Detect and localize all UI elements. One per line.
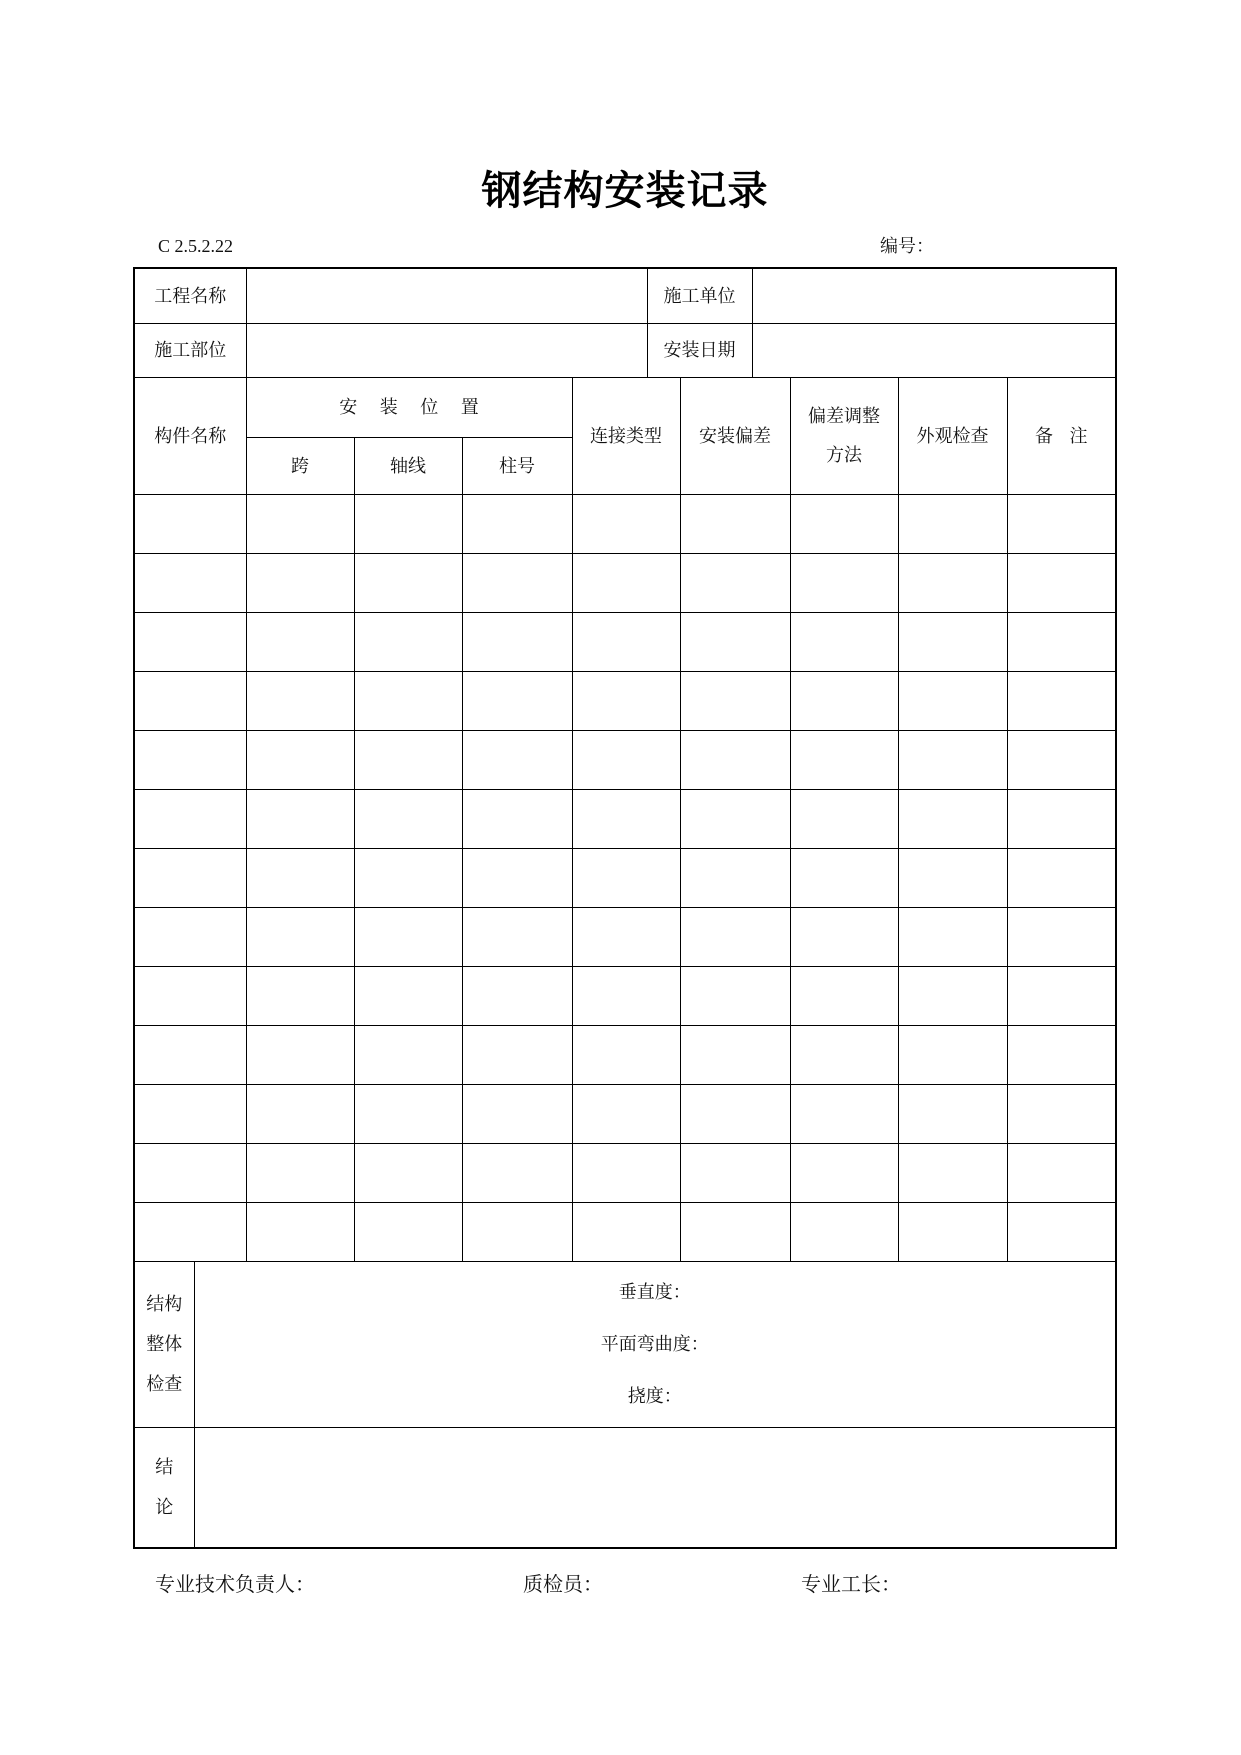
- connection-type-cell: [572, 1202, 680, 1261]
- column-no-cell: [462, 907, 572, 966]
- install-deviation-cell: [680, 553, 790, 612]
- record-row: [135, 1143, 1115, 1202]
- structural-check-label-line: 整体: [146, 1334, 183, 1355]
- conclusion-content: [194, 1427, 1115, 1547]
- remarks-cell: [1007, 553, 1115, 612]
- structural-check-label: [135, 1262, 194, 1427]
- construction-unit-label: 施工单位: [647, 269, 752, 323]
- conclusion-label: [135, 1427, 194, 1547]
- span-cell: [246, 494, 354, 553]
- adjust-method-cell: [790, 612, 898, 671]
- structural-check-label-line: 结构: [146, 1294, 183, 1315]
- form-code: C 2.5.2.22: [158, 236, 234, 256]
- project-info-section: [135, 269, 1115, 377]
- span-cell: [246, 671, 354, 730]
- connection-type-cell: [572, 1084, 680, 1143]
- record-row: [135, 612, 1115, 671]
- adjust-method-cell: [790, 553, 898, 612]
- record-row: [135, 1084, 1115, 1143]
- axis-cell: [354, 730, 462, 789]
- connection-type-cell: [572, 553, 680, 612]
- appearance-check-cell: [898, 848, 1007, 907]
- technical-lead-signature-label: 专业技术负责人：: [155, 1574, 315, 1596]
- project-name-label: 工程名称: [135, 269, 246, 323]
- component-name-cell: [135, 553, 246, 612]
- deflection-item: 挠度：: [627, 1386, 682, 1407]
- install-record-table: [135, 378, 1115, 1261]
- document-title: 钢结构安装记录: [481, 168, 769, 213]
- install-deviation-cell: [680, 789, 790, 848]
- column-no-cell: [462, 1143, 572, 1202]
- check-conclusion-table: [135, 1262, 1115, 1547]
- record-row: [135, 966, 1115, 1025]
- project-info-table: [135, 269, 1115, 377]
- axis-cell: [354, 966, 462, 1025]
- axis-cell: [354, 612, 462, 671]
- span-cell: [246, 966, 354, 1025]
- connection-type-cell: [572, 966, 680, 1025]
- install-deviation-cell: [680, 1084, 790, 1143]
- record-row: [135, 1202, 1115, 1261]
- component-name-cell: [135, 848, 246, 907]
- axis-cell: [354, 1084, 462, 1143]
- column-no-cell: [462, 789, 572, 848]
- appearance-check-cell: [898, 789, 1007, 848]
- plane-curvature-item: 平面弯曲度：: [600, 1334, 709, 1355]
- span-cell: [246, 612, 354, 671]
- component-name-cell: [135, 907, 246, 966]
- column-no-cell: [462, 1202, 572, 1261]
- info-row: [135, 323, 1115, 377]
- span-cell: [246, 1084, 354, 1143]
- axis-cell: [354, 1202, 462, 1261]
- deviation-adjust-method-line: 偏差调整: [808, 405, 881, 426]
- connection-type-cell: [572, 1143, 680, 1202]
- install-deviation-cell: [680, 966, 790, 1025]
- span-cell: [246, 907, 354, 966]
- component-name-cell: [135, 789, 246, 848]
- adjust-method-cell: [790, 730, 898, 789]
- conclusion-row: [135, 1427, 1115, 1547]
- appearance-check-cell: [898, 553, 1007, 612]
- record-row: [135, 789, 1115, 848]
- record-row: [135, 1025, 1115, 1084]
- adjust-method-cell: [790, 1084, 898, 1143]
- record-row: [135, 494, 1115, 553]
- appearance-check-cell: [898, 612, 1007, 671]
- adjust-method-cell: [790, 671, 898, 730]
- component-name-cell: [135, 1084, 246, 1143]
- record-rows: [135, 494, 1115, 1261]
- construction-part-label: 施工部位: [135, 323, 246, 377]
- span-cell: [246, 1202, 354, 1261]
- adjust-method-cell: [790, 1202, 898, 1261]
- install-deviation-header: 安装偏差: [680, 378, 790, 494]
- conclusion-label-line: 结: [155, 1457, 174, 1478]
- appearance-check-cell: [898, 907, 1007, 966]
- deviation-adjust-method-header: [790, 378, 898, 494]
- remarks-cell: [1007, 907, 1115, 966]
- axis-cell: [354, 789, 462, 848]
- table-header-row: [135, 378, 1115, 437]
- appearance-check-header: 外观检查: [898, 378, 1007, 494]
- record-row: [135, 907, 1115, 966]
- deviation-adjust-method-line: 方法: [826, 444, 863, 465]
- column-no-cell: [462, 1084, 572, 1143]
- component-name-cell: [135, 612, 246, 671]
- appearance-check-cell: [898, 1025, 1007, 1084]
- appearance-check-cell: [898, 671, 1007, 730]
- adjust-method-cell: [790, 789, 898, 848]
- install-date-label: 安装日期: [647, 323, 752, 377]
- connection-type-cell: [572, 789, 680, 848]
- axis-cell: [354, 671, 462, 730]
- component-name-cell: [135, 1202, 246, 1261]
- record-row: [135, 671, 1115, 730]
- install-date-value: [752, 323, 1115, 377]
- remarks-cell: [1007, 1202, 1115, 1261]
- record-row: [135, 848, 1115, 907]
- adjust-method-cell: [790, 848, 898, 907]
- construction-part-value: [246, 323, 647, 377]
- component-name-cell: [135, 966, 246, 1025]
- construction-unit-value: [752, 269, 1115, 323]
- appearance-check-cell: [898, 494, 1007, 553]
- remarks-cell: [1007, 789, 1115, 848]
- record-number-label: 编号：: [880, 236, 934, 256]
- connection-type-cell: [572, 612, 680, 671]
- adjust-method-cell: [790, 1143, 898, 1202]
- appearance-check-cell: [898, 1143, 1007, 1202]
- adjust-method-cell: [790, 1025, 898, 1084]
- component-name-cell: [135, 1025, 246, 1084]
- span-cell: [246, 1025, 354, 1084]
- record-row: [135, 730, 1115, 789]
- appearance-check-cell: [898, 730, 1007, 789]
- check-conclusion-section: [135, 1261, 1115, 1547]
- install-deviation-cell: [680, 1202, 790, 1261]
- foreman-signature-label: 专业工长：: [801, 1574, 901, 1596]
- column-no-cell: [462, 1025, 572, 1084]
- column-no-cell: [462, 671, 572, 730]
- conclusion-label-line: 论: [155, 1497, 174, 1518]
- verticality-item: 垂直度：: [618, 1282, 691, 1303]
- column-no-header: 柱号: [462, 437, 572, 494]
- adjust-method-cell: [790, 494, 898, 553]
- column-no-cell: [462, 553, 572, 612]
- structural-check-row: [135, 1262, 1115, 1427]
- install-deviation-cell: [680, 1143, 790, 1202]
- axis-cell: [354, 553, 462, 612]
- info-row: [135, 269, 1115, 323]
- install-deviation-cell: [680, 1025, 790, 1084]
- axis-cell: [354, 494, 462, 553]
- project-name-value: [246, 269, 647, 323]
- connection-type-cell: [572, 494, 680, 553]
- span-cell: [246, 730, 354, 789]
- appearance-check-cell: [898, 1202, 1007, 1261]
- column-no-cell: [462, 730, 572, 789]
- remarks-cell: [1007, 612, 1115, 671]
- remarks-cell: [1007, 966, 1115, 1025]
- install-deviation-cell: [680, 907, 790, 966]
- remarks-cell: [1007, 730, 1115, 789]
- span-header: 跨: [246, 437, 354, 494]
- install-deviation-cell: [680, 494, 790, 553]
- appearance-check-cell: [898, 966, 1007, 1025]
- axis-cell: [354, 1025, 462, 1084]
- install-deviation-cell: [680, 671, 790, 730]
- span-cell: [246, 848, 354, 907]
- adjust-method-cell: [790, 907, 898, 966]
- component-name-cell: [135, 1143, 246, 1202]
- record-form-frame: [133, 267, 1117, 1549]
- remarks-cell: [1007, 848, 1115, 907]
- install-record-section: [135, 377, 1115, 1261]
- connection-type-cell: [572, 907, 680, 966]
- axis-header: 轴线: [354, 437, 462, 494]
- connection-type-cell: [572, 671, 680, 730]
- column-no-cell: [462, 612, 572, 671]
- axis-cell: [354, 1143, 462, 1202]
- structural-check-items: [194, 1262, 1115, 1427]
- component-name-cell: [135, 671, 246, 730]
- install-deviation-cell: [680, 612, 790, 671]
- install-deviation-cell: [680, 730, 790, 789]
- axis-cell: [354, 848, 462, 907]
- remarks-cell: [1007, 1025, 1115, 1084]
- remarks-cell: [1007, 671, 1115, 730]
- span-cell: [246, 553, 354, 612]
- structural-check-label-line: 检查: [146, 1374, 183, 1395]
- span-cell: [246, 789, 354, 848]
- quality-inspector-signature-label: 质检员：: [523, 1574, 603, 1596]
- connection-type-cell: [572, 848, 680, 907]
- component-name-header: 构件名称: [135, 378, 246, 494]
- connection-type-cell: [572, 730, 680, 789]
- remarks-cell: [1007, 1084, 1115, 1143]
- remarks-cell: [1007, 1143, 1115, 1202]
- remarks-cell: [1007, 494, 1115, 553]
- component-name-cell: [135, 494, 246, 553]
- connection-type-cell: [572, 1025, 680, 1084]
- axis-cell: [354, 907, 462, 966]
- install-deviation-cell: [680, 848, 790, 907]
- record-row: [135, 553, 1115, 612]
- component-name-cell: [135, 730, 246, 789]
- connection-type-header: 连接类型: [572, 378, 680, 494]
- adjust-method-cell: [790, 966, 898, 1025]
- install-position-header: 安 装 位 置: [246, 378, 572, 437]
- remarks-header: 备 注: [1007, 378, 1115, 494]
- column-no-cell: [462, 848, 572, 907]
- span-cell: [246, 1143, 354, 1202]
- column-no-cell: [462, 494, 572, 553]
- column-no-cell: [462, 966, 572, 1025]
- appearance-check-cell: [898, 1084, 1007, 1143]
